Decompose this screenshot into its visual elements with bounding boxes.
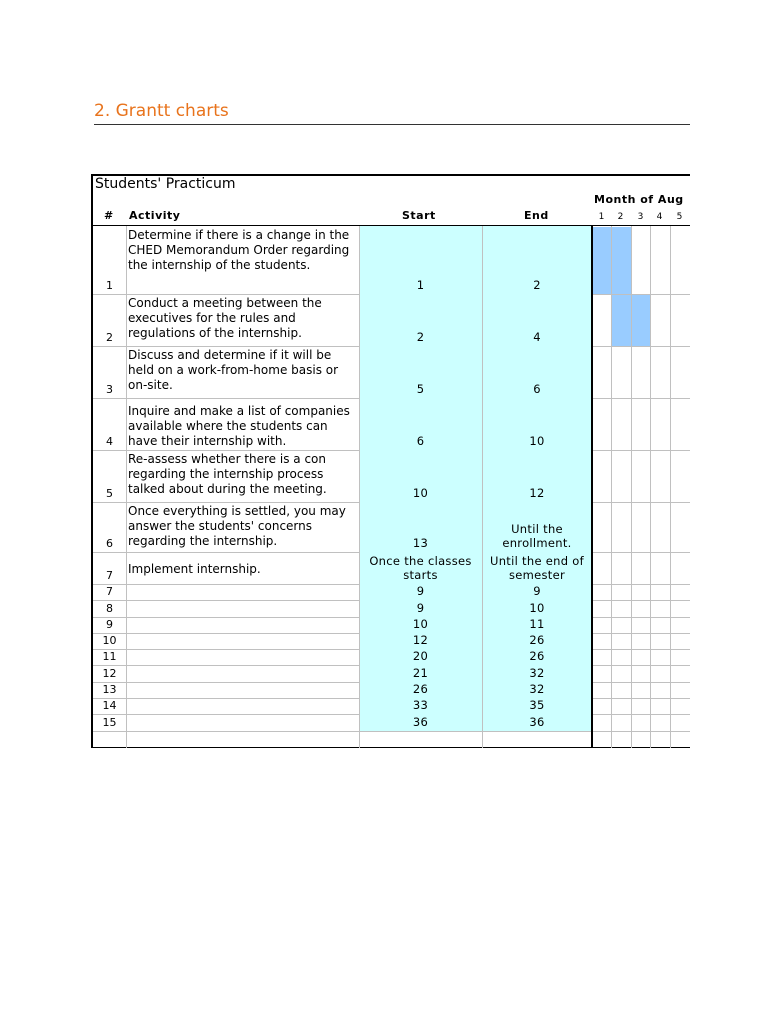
start-cell: 5	[359, 346, 482, 398]
column-divider	[611, 226, 612, 748]
start-cell: 10	[359, 450, 482, 502]
row-number: 7	[106, 585, 113, 598]
start-cell: 2	[359, 294, 482, 346]
start-cell: 20	[359, 649, 482, 665]
row-number	[93, 731, 126, 747]
end-cell: Until the enrollment.	[482, 502, 592, 552]
row-number: 3	[106, 383, 113, 396]
activity-cell: Re-assess whether there is a con regarding the internship process talked about during the meeting.	[128, 452, 327, 496]
activity-cell	[126, 600, 359, 617]
gantt-table	[91, 174, 690, 748]
row-number: 12	[102, 667, 117, 680]
column-divider	[359, 226, 360, 748]
day-header-1: 1	[598, 212, 605, 222]
start-cell: 33	[359, 698, 482, 714]
end-cell: Until the end of semester	[482, 552, 592, 584]
activity-cell	[126, 584, 359, 600]
day-header-3: 3	[637, 212, 644, 222]
activity-cell	[126, 649, 359, 665]
row-number: 15	[102, 716, 117, 729]
row-number: 1	[106, 279, 113, 292]
row-number: 2	[106, 331, 113, 344]
section-heading: 2. Grantt charts	[94, 101, 229, 121]
start-cell: 10	[359, 617, 482, 633]
end-cell: 11	[482, 617, 592, 633]
header-activity: Activity	[129, 209, 181, 222]
activity-cell: Inquire and make a list of companies available where the students can have their internship with.	[128, 404, 350, 448]
activity-cell: Conduct a meeting between the executives for the rules and regulations of the internship.	[128, 296, 322, 340]
row-number: 11	[102, 650, 117, 663]
header-end: End	[524, 209, 549, 222]
row-number: 6	[106, 537, 113, 550]
end-cell: 10	[482, 600, 592, 617]
start-cell: 13	[359, 502, 482, 552]
activity-cell	[126, 665, 359, 682]
start-cell: 12	[359, 633, 482, 649]
end-cell: 26	[482, 633, 592, 649]
start-cell: Once the classes starts	[359, 552, 482, 584]
column-divider	[670, 226, 671, 748]
column-divider	[631, 226, 632, 748]
day-header-2: 2	[617, 212, 624, 222]
row-number: 9	[106, 618, 113, 631]
header-divider	[91, 174, 93, 748]
activity-cell	[126, 698, 359, 714]
heading-rule	[94, 124, 690, 125]
activity-cell: Discuss and determine if it will be held on a work-from-home basis or on-site.	[128, 348, 339, 392]
start-cell: 21	[359, 665, 482, 682]
end-cell: 4	[482, 294, 592, 346]
end-cell: 35	[482, 698, 592, 714]
end-cell: 9	[482, 584, 592, 600]
activity-cell	[126, 617, 359, 633]
activity-cell: Determine if there is a change in the CHED Memorandum Order regarding the internship of the students.	[128, 228, 350, 272]
end-cell: 2	[482, 226, 592, 294]
row-number: 14	[102, 699, 117, 712]
column-divider	[126, 226, 127, 748]
row-number: 5	[106, 487, 113, 500]
row-number: 7	[106, 569, 113, 582]
start-cell: 9	[359, 600, 482, 617]
row-number: 10	[102, 634, 117, 647]
start-cell	[359, 731, 482, 747]
start-cell: 1	[359, 226, 482, 294]
activity-cell	[126, 714, 359, 731]
table-title: Students' Practicum	[95, 176, 236, 192]
end-cell: 12	[482, 450, 592, 502]
end-cell: 10	[482, 398, 592, 450]
start-cell: 26	[359, 682, 482, 698]
end-cell: 6	[482, 346, 592, 398]
column-divider	[482, 226, 483, 748]
gantt-separator	[591, 226, 593, 748]
end-cell: 36	[482, 714, 592, 731]
activity-cell	[126, 731, 359, 747]
row-divider	[93, 747, 690, 748]
activity-cell: Implement internship.	[128, 561, 261, 576]
header-start: Start	[402, 209, 436, 222]
day-header-5: 5	[676, 212, 683, 222]
activity-cell	[126, 633, 359, 649]
end-cell: 32	[482, 682, 592, 698]
activity-cell	[126, 682, 359, 698]
end-cell: 26	[482, 649, 592, 665]
start-cell: 9	[359, 584, 482, 600]
header-num: #	[104, 209, 114, 222]
row-number: 8	[106, 602, 113, 615]
row-number: 13	[102, 683, 117, 696]
row-number: 4	[106, 435, 113, 448]
month-label: Month of Aug	[594, 193, 684, 206]
day-header-4: 4	[656, 212, 663, 222]
start-cell: 36	[359, 714, 482, 731]
end-cell: 32	[482, 665, 592, 682]
end-cell	[482, 731, 592, 747]
start-cell: 6	[359, 398, 482, 450]
column-divider	[650, 226, 651, 748]
activity-cell: Once everything is settled, you may answer the students' concerns regarding the internship.	[128, 504, 346, 548]
